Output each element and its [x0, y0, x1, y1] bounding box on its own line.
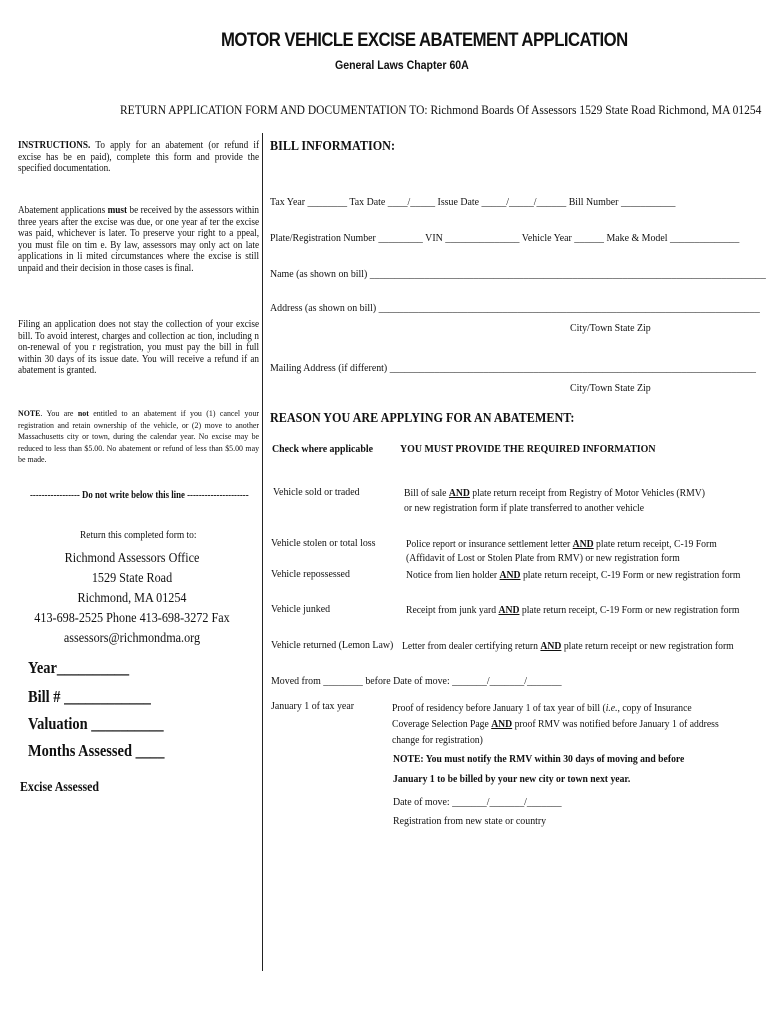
- bill-row-mailing-address[interactable]: Mailing Address (if different) __________________________________________________________________________: [270, 362, 756, 374]
- req-text: plate return receipt, C-19 Form (Affidavit of Lost or Stolen Plate from RMV) or new registration form: [406, 538, 717, 564]
- req-and: AND: [499, 569, 521, 581]
- req-stolen-total-loss: [406, 537, 732, 565]
- req-text: proof RMV was notified before January 1 of address change for registration): [392, 718, 719, 746]
- reason-january-1[interactable]: January 1 of tax year: [271, 700, 355, 712]
- bill-row-name[interactable]: Name (as shown on bill) ________________________________________________________________________________: [270, 268, 766, 280]
- bill-row-tax-year[interactable]: Tax Year ________ Tax Date ____/_____ Issue Date _____/_____/______ Bill Number ___________: [270, 196, 676, 208]
- column-divider: [262, 133, 263, 971]
- instructions-text: To apply for an abatement (or refund if excise has be en paid), complete this form and provide the specified documentation.: [18, 140, 260, 174]
- req-january-1: [392, 700, 726, 748]
- req-text: plate return receipt, C-19 Form or new registration form: [520, 569, 741, 581]
- note-label: NOTE: [18, 408, 41, 418]
- reason-junked[interactable]: Vehicle junked: [271, 603, 331, 615]
- office-city: Richmond, MA 01254: [77, 590, 187, 605]
- reason-sold-traded[interactable]: Vehicle sold or traded: [273, 486, 360, 498]
- req-text: plate return receipt from Registry of Motor Vehicles (RMV) or new registration form if plate transferred to another vehicle: [404, 487, 705, 514]
- registration-from-label: Registration from new state or country: [393, 815, 547, 827]
- return-address-line: RETURN APPLICATION FORM AND DOCUMENTATION TO: Richmond Boards Of Assessors 1529 State Road Richmond, MA 01254: [120, 103, 762, 117]
- req-and: AND: [540, 640, 562, 652]
- collection-paragraph: [18, 319, 259, 377]
- deadline-text-b: be received by the assessors within three years after the excise was due, or one year af ter the excise was paid, whichever is later. To preserve your right to a ppeal, you must file on tim e. By law, assessors may only act on late applications in li mited circumstances where the excise is still unpaid and their decision in those cases is final.: [18, 205, 260, 274]
- excise-assessed-field[interactable]: Excise Assessed: [20, 780, 100, 795]
- year-field[interactable]: Year__________: [28, 658, 130, 677]
- required-info-header: YOU MUST PROVIDE THE REQUIRED INFORMATION: [400, 443, 656, 455]
- valuation-field[interactable]: Valuation __________: [28, 714, 164, 733]
- bill-information-heading: BILL INFORMATION:: [270, 138, 396, 153]
- req-text: plate return receipt or new registration form: [561, 640, 734, 652]
- return-completed-label: Return this completed form to:: [80, 530, 197, 541]
- months-assessed-field[interactable]: Months Assessed ____: [28, 741, 165, 760]
- bill-row-address[interactable]: Address (as shown on bill) _____________________________________________________________________________: [270, 302, 760, 314]
- req-text: , copy of Insurance Coverage Selection Page: [392, 702, 692, 730]
- req-text: Receipt from junk yard: [406, 604, 499, 616]
- office-phone-fax: 413-698-2525 Phone 413-698-3272 Fax: [34, 610, 230, 625]
- office-email[interactable]: assessors@richmondma.org: [63, 630, 201, 645]
- req-text: plate return receipt, C-19 Form or new registration form: [519, 604, 740, 616]
- req-repossessed: [406, 568, 740, 583]
- reason-repossessed[interactable]: Vehicle repossessed: [271, 568, 350, 580]
- note-not: not: [77, 408, 89, 418]
- date-of-move-field[interactable]: Date of move: _______/_______/_______: [393, 796, 562, 808]
- office-name: Richmond Assessors Office: [64, 550, 200, 565]
- req-text: Notice from lien holder: [406, 569, 500, 581]
- do-not-write-line: ----------------- Do not write below this line ---------------------: [30, 490, 249, 501]
- note-paragraph: [18, 408, 259, 466]
- req-lemon-law: [402, 639, 734, 654]
- rmv-note: NOTE: You must notify the RMV within 30 days of moving and before January 1 to be billed by your new city or town next year.: [393, 753, 685, 785]
- note-text-a: . You are: [40, 408, 78, 418]
- req-and: AND: [572, 538, 594, 550]
- collection-text: Filing an application does not stay the collection of your excise bill. To avoid interest, charges and collection ac tion, including n on-renewal of you r registration, you must pay the bill in full within 30 days of its issue date. You will receive a refund if an abatement is granted.: [18, 319, 260, 376]
- form-subtitle: General Laws Chapter 60A: [335, 58, 469, 72]
- deadline-must: must: [107, 205, 128, 216]
- check-where-applicable-header: Check where applicable: [272, 443, 374, 455]
- address-city-state-zip-labels: City/Town State Zip: [570, 322, 651, 334]
- req-text: Proof of residency before January 1 of tax year of bill (: [392, 702, 606, 714]
- instructions-paragraph: [18, 140, 259, 175]
- office-street: 1529 State Road: [91, 570, 173, 585]
- req-junked: [406, 603, 739, 618]
- reason-stolen-total-loss[interactable]: Vehicle stolen or total loss: [271, 537, 376, 549]
- form-title: MOTOR VEHICLE EXCISE ABATEMENT APPLICATION: [221, 30, 628, 51]
- instructions-label: INSTRUCTIONS.: [18, 140, 91, 151]
- note-text-b: entitled to an abatement if you (1) cancel your registration and retain ownership of the vehicle, or (2) move to another Massachusetts city or town, during the calendar year. No excise may be reduced to less than $5.00. No abatement or refund of less than $5.00 may be made.: [18, 408, 260, 464]
- reason-lemon-law[interactable]: Vehicle returned (Lemon Law): [271, 639, 394, 651]
- req-ie: i.e.: [605, 702, 618, 714]
- mailing-city-state-zip-labels: City/Town State Zip: [570, 382, 651, 394]
- req-and: AND: [498, 604, 520, 616]
- office-address-block: [10, 548, 254, 648]
- deadline-paragraph: [18, 205, 259, 274]
- bill-row-plate[interactable]: Plate/Registration Number _________ VIN _______________ Vehicle Year ______ Make & Model ______________: [270, 232, 740, 244]
- reason-heading: REASON YOU ARE APPLYING FOR AN ABATEMENT:: [270, 410, 575, 425]
- deadline-text-a: Abatement applications: [18, 205, 108, 216]
- req-text: Bill of sale: [404, 487, 449, 499]
- req-sold-traded: [404, 486, 712, 516]
- req-and: AND: [491, 718, 513, 730]
- bill-number-field[interactable]: Bill # ____________: [28, 687, 151, 706]
- req-and: AND: [448, 487, 470, 499]
- moved-from-field[interactable]: Moved from ________ before Date of move: _______/_______/_______: [271, 675, 562, 687]
- req-text: Police report or insurance settlement letter: [406, 538, 573, 550]
- req-text: Letter from dealer certifying return: [402, 640, 541, 652]
